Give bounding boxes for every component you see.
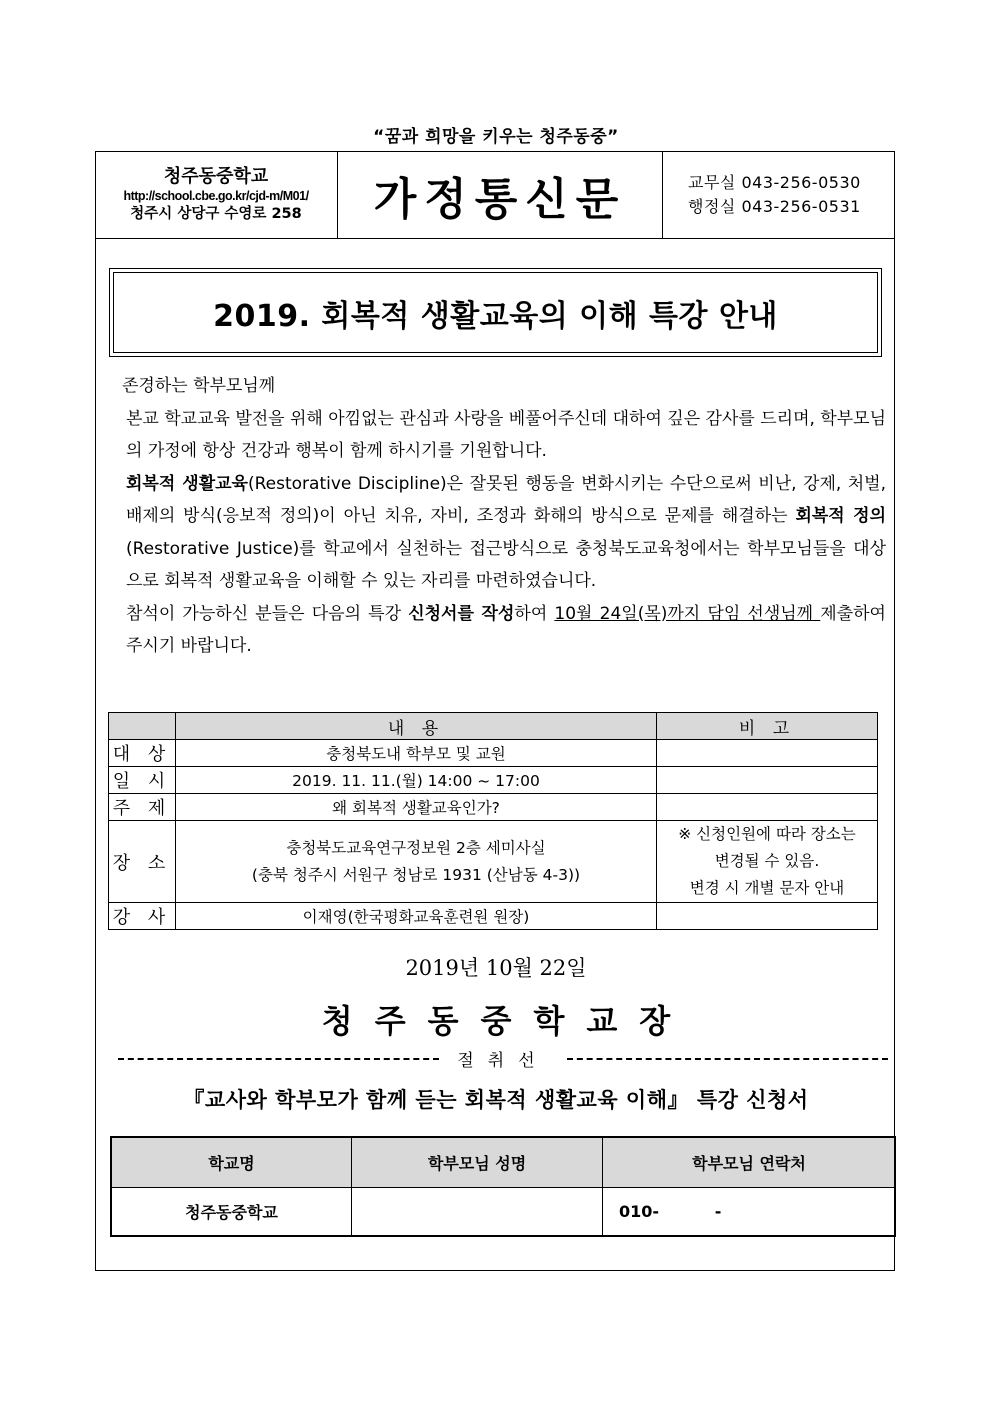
col-parent-name: 학부모님 성명 xyxy=(352,1138,603,1188)
principal-signature: 청주동중학교장 xyxy=(321,1002,693,1040)
lecture-info-table xyxy=(108,712,878,930)
speaker-value: 이재영(한국평화교육훈련원 원장) xyxy=(176,903,657,930)
dashed-line-left xyxy=(118,1058,439,1060)
col-school-name: 학교명 xyxy=(112,1138,352,1188)
datetime-value: 2019. 11. 11.(월) 14:00 ~ 17:00 xyxy=(176,767,657,794)
place-note-3: 변경 시 개별 문자 안내 xyxy=(689,879,845,897)
school-url[interactable]: http://school.cbe.go.kr/cjd-m/M01/ xyxy=(123,188,309,203)
dashed-line-right xyxy=(567,1058,888,1060)
speaker-remark xyxy=(657,903,878,930)
table-row xyxy=(109,821,878,903)
newsletter-header xyxy=(95,151,895,239)
term-restorative-discipline: 회복적 생활교육 xyxy=(126,473,248,494)
teachers-office-phone: 교무실 043-256-0530 xyxy=(688,172,861,192)
topic-remark xyxy=(657,794,878,821)
place-note-2: 변경될 수 있음. xyxy=(714,852,820,870)
place-note-1: ※ 신청인원에 따라 장소는 xyxy=(678,825,856,843)
table-row xyxy=(109,767,878,794)
term-restorative-justice: 회복적 정의 xyxy=(795,506,886,526)
table-row xyxy=(112,1188,896,1236)
place-remark xyxy=(657,821,878,903)
place-line-2: (충북 청주시 서원구 청남로 1931 (산남동 4-3)) xyxy=(251,865,581,884)
target-value: 충청북도내 학부모 및 교원 xyxy=(176,740,657,767)
datetime-label: 일 시 xyxy=(109,767,176,794)
school-name: 청주동중학교 xyxy=(163,166,269,188)
topic-label: 주 제 xyxy=(109,794,176,821)
target-remark xyxy=(657,740,878,767)
notice-title-box xyxy=(109,268,882,357)
notice-title: 2019. 회복적 생활교육의 이해 특강 안내 xyxy=(113,272,878,353)
table-row xyxy=(109,794,878,821)
application-title: 『교사와 학부모가 함께 듣는 회복적 생활교육 이해』 특강 신청서 xyxy=(183,1088,809,1112)
school-name-cell: 청주동중학교 xyxy=(112,1188,352,1236)
paragraph-3: 참석이 가능하신 분들은 다음의 특강 신청서를 작성하여 10월 24일(목)까지 담임 선생님께 제출하여 주시기 바랍니다. xyxy=(126,603,886,656)
col-parent-contact: 학부모님 연락처 xyxy=(603,1138,896,1188)
parent-name-field[interactable] xyxy=(352,1188,603,1236)
header-content: 내 용 xyxy=(176,713,657,740)
datetime-remark xyxy=(657,767,878,794)
admin-office-phone: 행정실 043-256-0531 xyxy=(688,196,861,216)
parent-contact-field[interactable]: 010- - xyxy=(603,1188,896,1236)
place-label: 장 소 xyxy=(109,821,176,903)
newsletter-title: 가정통신문 xyxy=(338,151,663,238)
cut-label: 절취선 xyxy=(457,1051,549,1071)
application-emphasis: 신청서를 작성 xyxy=(408,603,515,624)
speaker-label: 강 사 xyxy=(109,903,176,930)
header-blank xyxy=(109,713,176,740)
place-value xyxy=(176,821,657,903)
application-form-table xyxy=(111,1137,896,1236)
deadline: 10월 24일(목)까지 담임 선생님께 xyxy=(554,603,821,624)
cut-line xyxy=(118,1046,888,1071)
contact-phones xyxy=(663,151,895,238)
school-info xyxy=(95,151,338,238)
topic-value: 왜 회복적 생활교육인가? xyxy=(176,794,657,821)
notice-body xyxy=(108,370,886,663)
school-address: 청주시 상당구 수영로 258 xyxy=(130,205,302,222)
issue-date: 2019년 10월 22일 xyxy=(405,956,587,980)
paragraph-1: 본교 학교교육 발전을 위해 아낌없는 관심과 사랑을 베풀어주신데 대하여 깊은 감사를 드리며, 학부모님의 가정에 항상 건강과 행복이 함께 하시기를 기원합니다. xyxy=(126,408,886,461)
school-slogan: “꿈과 희망을 키우는 청주동중” xyxy=(373,127,619,147)
table-row xyxy=(109,740,878,767)
paragraph-2: 회복적 생활교육(Restorative Discipline)은 잘못된 행동을 변화시키는 수단으로써 비난, 강제, 처벌, 배제의 방식(응보적 정의)이 아닌 치유, 자비, 조정과 화해의 방식으로 문제를 해결하는 회복적 정의(Restorative Justice)를 학교에서 실천하는 접근방식으로 충청북도교육청에서는 학부모님들을 대상으로 회복적 생활교육을 이해할 수 있는 자리를 마련하였습니다. xyxy=(126,473,887,591)
greeting: 존경하는 학부모님께 xyxy=(122,376,276,396)
place-line-1: 충청북도교육연구정보원 2층 세미사실 xyxy=(286,838,546,857)
header-remarks: 비 고 xyxy=(657,713,878,740)
table-row xyxy=(109,903,878,930)
target-label: 대 상 xyxy=(109,740,176,767)
